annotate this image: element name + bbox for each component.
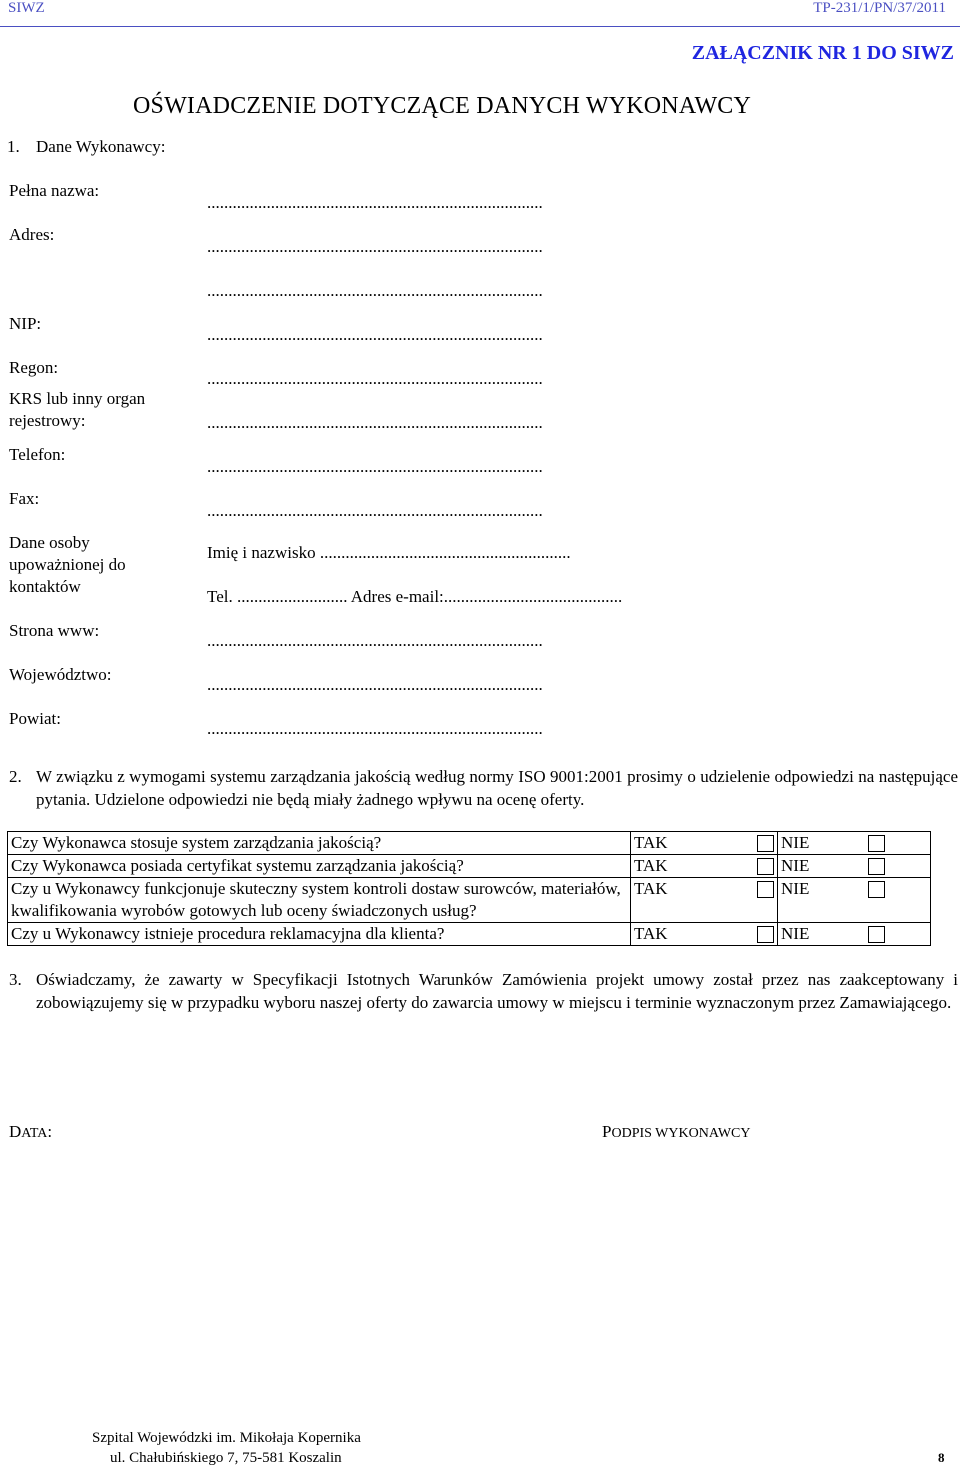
label-voivodeship: Województwo:: [9, 665, 112, 684]
yes-checkbox[interactable]: [757, 835, 774, 852]
answer-yes-label: TAK: [634, 856, 668, 875]
question-text: Czy Wykonawca stosuje system zarządzania jakością?: [8, 832, 631, 855]
no-checkbox[interactable]: [868, 926, 885, 943]
fill-line-website[interactable]: ...............................................................................: [207, 631, 543, 650]
question-text: Czy u Wykonawcy funkcjonuje skuteczny system kontroli dostaw surowców, materiałów, kwalifikowania wyrobów gotowych lub oceny świadczonych usług?: [8, 878, 631, 923]
section2-text: W związku z wymogami systemu zarządzania jakością według normy ISO 9001:2001 prosimy o udzielenie odpowiedzi na następujące pytania. Udzielone odpowiedzi nie będą miały żadnego wpływu na ocenę oferty.: [36, 767, 958, 809]
label-nip: NIP:: [9, 314, 42, 333]
answer-no-cell: [778, 855, 931, 878]
answer-no-cell: [778, 832, 931, 855]
answer-yes-label: TAK: [634, 924, 668, 943]
label-contact: Dane osoby upoważnionej do kontaktów: [9, 533, 126, 596]
fill-line-krs[interactable]: ...............................................................................: [207, 413, 543, 432]
signature-label-rest: ODPIS WYKONAWCY: [611, 1126, 751, 1141]
fill-line-voivodeship[interactable]: ...............................................................................: [207, 675, 543, 694]
signature-label-initial: P: [602, 1122, 612, 1141]
answer-no-label: NIE: [781, 856, 810, 875]
label-county: Powiat:: [9, 709, 61, 728]
no-checkbox[interactable]: [868, 858, 885, 875]
label-address: Adres:: [9, 225, 55, 244]
section3-text: Oświadczamy, że zawarty w Specyfikacji Istotnych Warunków Zamówienia projekt umowy został przez nas zaakceptowany i zobowiązujemy się w przypadku wyboru naszej oferty do zawarcia umowy w miejscu i terminie wyznaczonym przez Zamawiającego.: [36, 970, 958, 1012]
header-left: SIWZ: [8, 0, 45, 16]
label-website: Strona www:: [9, 621, 100, 640]
question-row: [8, 832, 931, 855]
fill-line-nip[interactable]: ...............................................................................: [207, 325, 543, 344]
footer-address: ul. Chałubińskiego 7, 75-581 Koszalin: [110, 1450, 342, 1466]
answer-no-cell: [778, 923, 931, 946]
label-full-name: Pełna nazwa:: [9, 181, 100, 200]
answer-yes-cell: [631, 923, 778, 946]
question-row: [8, 878, 931, 923]
date-label: [9, 1122, 52, 1142]
answer-yes-cell: [631, 832, 778, 855]
label-fax: Fax:: [9, 489, 40, 508]
page-title: OŚWIADCZENIE DOTYCZĄCE DANYCH WYKONAWCY: [133, 93, 752, 119]
answer-no-label: NIE: [781, 879, 810, 898]
section1-number: 1.: [7, 137, 20, 156]
fill-line-address-1[interactable]: ...............................................................................: [207, 237, 543, 256]
answer-yes-cell: [631, 878, 778, 923]
yes-checkbox[interactable]: [757, 858, 774, 875]
question-row: [8, 855, 931, 878]
header-right: TP-231/1/PN/37/2011: [813, 0, 946, 16]
section1-heading: Dane Wykonawcy:: [36, 137, 166, 156]
no-checkbox[interactable]: [868, 881, 885, 898]
date-label-initial: D: [9, 1122, 22, 1141]
question-text: Czy Wykonawca posiada certyfikat systemu zarządzania jakością?: [8, 855, 631, 878]
no-checkbox[interactable]: [868, 835, 885, 852]
label-regon: Regon:: [9, 358, 59, 377]
fill-line-county[interactable]: ...............................................................................: [207, 719, 543, 738]
date-label-colon: :: [47, 1122, 53, 1141]
fill-line-full-name[interactable]: ...............................................................................: [207, 193, 543, 212]
section3-number: 3.: [9, 970, 22, 989]
fill-line-contact-phone-email[interactable]: Tel. .......................... Adres e-mail:..........................................: [207, 587, 623, 606]
answer-yes-label: TAK: [634, 833, 668, 852]
answer-no-label: NIE: [781, 924, 810, 943]
question-text: Czy u Wykonawcy istnieje procedura reklamacyjna dla klienta?: [8, 923, 631, 946]
page-number: 8: [938, 1450, 945, 1465]
header-rule: [0, 26, 960, 27]
answer-no-label: NIE: [781, 833, 810, 852]
date-label-rest: ATA: [21, 1126, 48, 1141]
fill-line-contact-name[interactable]: Imię i nazwisko ...........................................................: [207, 543, 571, 562]
fill-line-phone[interactable]: ...............................................................................: [207, 457, 543, 476]
label-phone: Telefon:: [9, 445, 66, 464]
section2-number: 2.: [9, 767, 22, 786]
fill-line-regon[interactable]: ...............................................................................: [207, 369, 543, 388]
fill-line-fax[interactable]: ...............................................................................: [207, 501, 543, 520]
questions-body: [8, 832, 931, 946]
label-krs: KRS lub inny organ rejestrowy:: [9, 389, 146, 430]
answer-yes-label: TAK: [634, 879, 668, 898]
answer-yes-cell: [631, 855, 778, 878]
attachment-label: ZAŁĄCZNIK NR 1 DO SIWZ: [691, 42, 954, 64]
question-row: [8, 923, 931, 946]
yes-checkbox[interactable]: [757, 881, 774, 898]
yes-checkbox[interactable]: [757, 926, 774, 943]
fill-line-address-2[interactable]: ...............................................................................: [207, 281, 543, 300]
signature-label: [602, 1122, 750, 1142]
quality-questions-table: [7, 831, 931, 946]
footer-hospital: Szpital Wojewódzki im. Mikołaja Kopernika: [92, 1430, 361, 1446]
answer-no-cell: [778, 878, 931, 923]
